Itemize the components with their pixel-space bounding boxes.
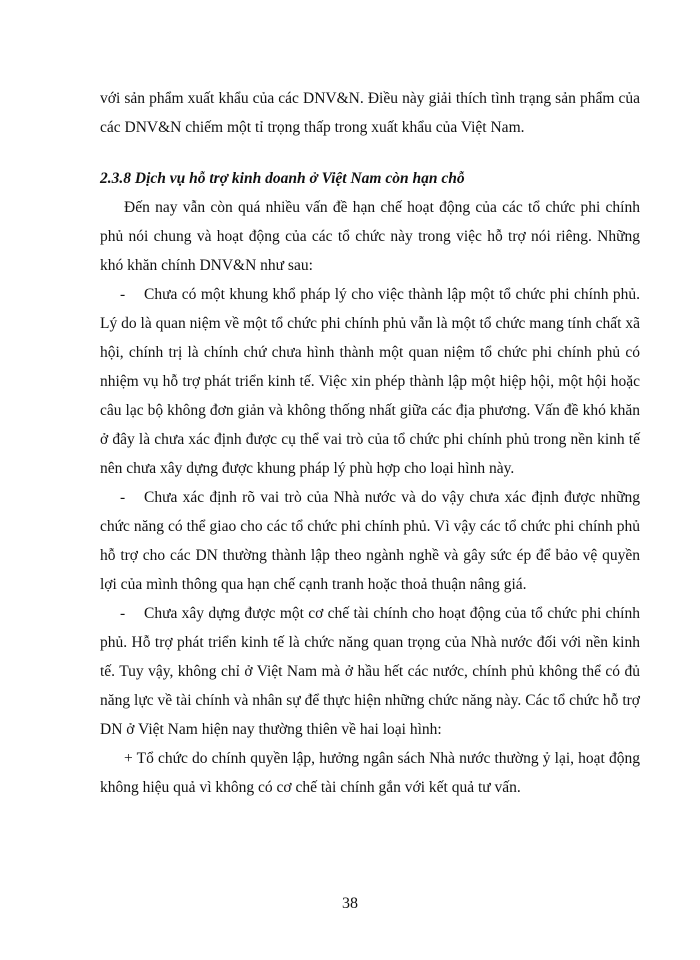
- page-number: 38: [342, 895, 358, 912]
- intro-paragraph: với sản phẩm xuất khẩu của các DNV&N. Điều này giải thích tình trạng sản phẩm của các DNV&N chiếm một tỉ trọng thấp trong xuất khẩu của Việt Nam.: [100, 90, 640, 136]
- section-intro-paragraph: Đến nay vẫn còn quá nhiều vấn đề hạn chế hoạt động của các tổ chức phi chính phủ nói chung và hoạt động của các tổ chức này trong việc hỗ trợ nói riêng. Những khó khăn chính DNV&N như sau:: [100, 199, 640, 274]
- bullet-marker: -: [120, 605, 126, 622]
- bullet-text: Chưa xây dựng được một cơ chế tài chính cho hoạt động của tổ chức phi chính phủ. Hỗ trợ phát triển kinh tế là chức năng quan trọng của Nhà nước đối với nền kinh tế. Tuy vậy, không chỉ ở Việt Nam mà ở hầu hết các nước, chính phủ không thể có đủ năng lực về tài chính và nhân sự để thực hiện những chức năng này. Các tổ chức hỗ trợ DN ở Việt Nam hiện nay thường thiên về hai loại hình:: [100, 605, 640, 738]
- sub-item-paragraph: + Tổ chức do chính quyền lập, hưởng ngân sách Nhà nước thường ỷ lại, hoạt động không hiệu quả vì không có cơ chế tài chính gắn với kết quả tư vấn.: [100, 750, 640, 796]
- document-page: [100, 84, 640, 802]
- paragraph-gap: [100, 142, 640, 164]
- bullet-item-1: [100, 280, 640, 483]
- bullet-marker: -: [120, 489, 126, 506]
- bullet-item-2: [100, 483, 640, 599]
- bullet-text: Chưa có một khung khổ pháp lý cho việc thành lập một tổ chức phi chính phủ. Lý do là quan niệm về một tổ chức phi chính phủ vẫn là một tổ chức mang tính chất xã hội, chính trị là chính chứ chưa hình thành một quan niệm tổ chức phi chính phủ có nhiệm vụ hỗ trợ phát triển kinh tế. Việc xin phép thành lập một hiệp hội, một hội hoặc câu lạc bộ không đơn giản và không thống nhất giữa các địa phương. Vấn đề khó khăn ở đây là chưa xác định được cụ thể vai trò của tổ chức phi chính phủ trong nền kinh tế nên chưa xây dựng được khung pháp lý phù hợp cho loại hình này.: [100, 286, 640, 477]
- section-heading: 2.3.8 Dịch vụ hỗ trợ kinh doanh ở Việt Nam còn hạn chỗ: [100, 170, 465, 187]
- bullet-item-3: [100, 599, 640, 744]
- bullet-marker: -: [120, 286, 126, 303]
- bullet-text: Chưa xác định rõ vai trò của Nhà nước và do vậy chưa xác định được những chức năng có thể giao cho các tổ chức phi chính phủ. Vì vậy các tổ chức phi chính phủ hỗ trợ cho các DN thường thành lập theo ngành nghề và gây sức ép để bảo vệ quyền lợi của mình thông qua hạn chế cạnh tranh hoặc thoả thuận nâng giá.: [100, 489, 640, 593]
